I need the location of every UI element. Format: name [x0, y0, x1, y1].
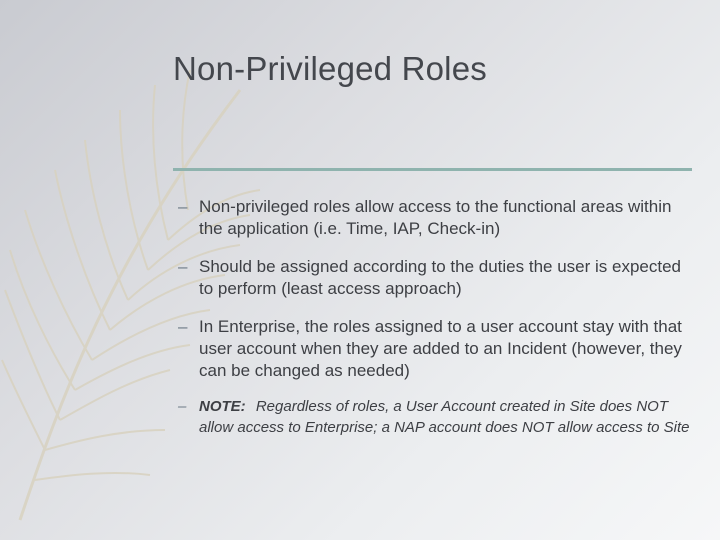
note-label: NOTE: [199, 398, 246, 415]
bullet-dash: – [178, 257, 188, 276]
bullet-item [178, 256, 698, 300]
bullet-text: Regardless of roles, a User Account created in Site does NOT allow access to Enterprise; a NAP account does NOT allow access to Site [199, 398, 690, 436]
bullet-dash: – [178, 398, 187, 415]
bullet-dash: – [178, 197, 188, 216]
bullet-item-note [178, 396, 698, 438]
title-divider [173, 168, 692, 171]
bullet-text: Should be assigned according to the duties the user is expected to perform (least access approach) [199, 257, 681, 298]
bullet-list [178, 196, 698, 438]
slide-title: Non-Privileged Roles [173, 50, 487, 87]
bullet-dash: – [178, 317, 188, 336]
bullet-item [178, 316, 698, 382]
bullet-item [178, 196, 698, 240]
bullet-text: In Enterprise, the roles assigned to a user account stay with that user account when they are added to an Incident (however, they can be changed as needed) [199, 317, 682, 380]
bullet-text: Non-privileged roles allow access to the functional areas within the application (i.e. Time, IAP, Check-in) [199, 197, 672, 238]
